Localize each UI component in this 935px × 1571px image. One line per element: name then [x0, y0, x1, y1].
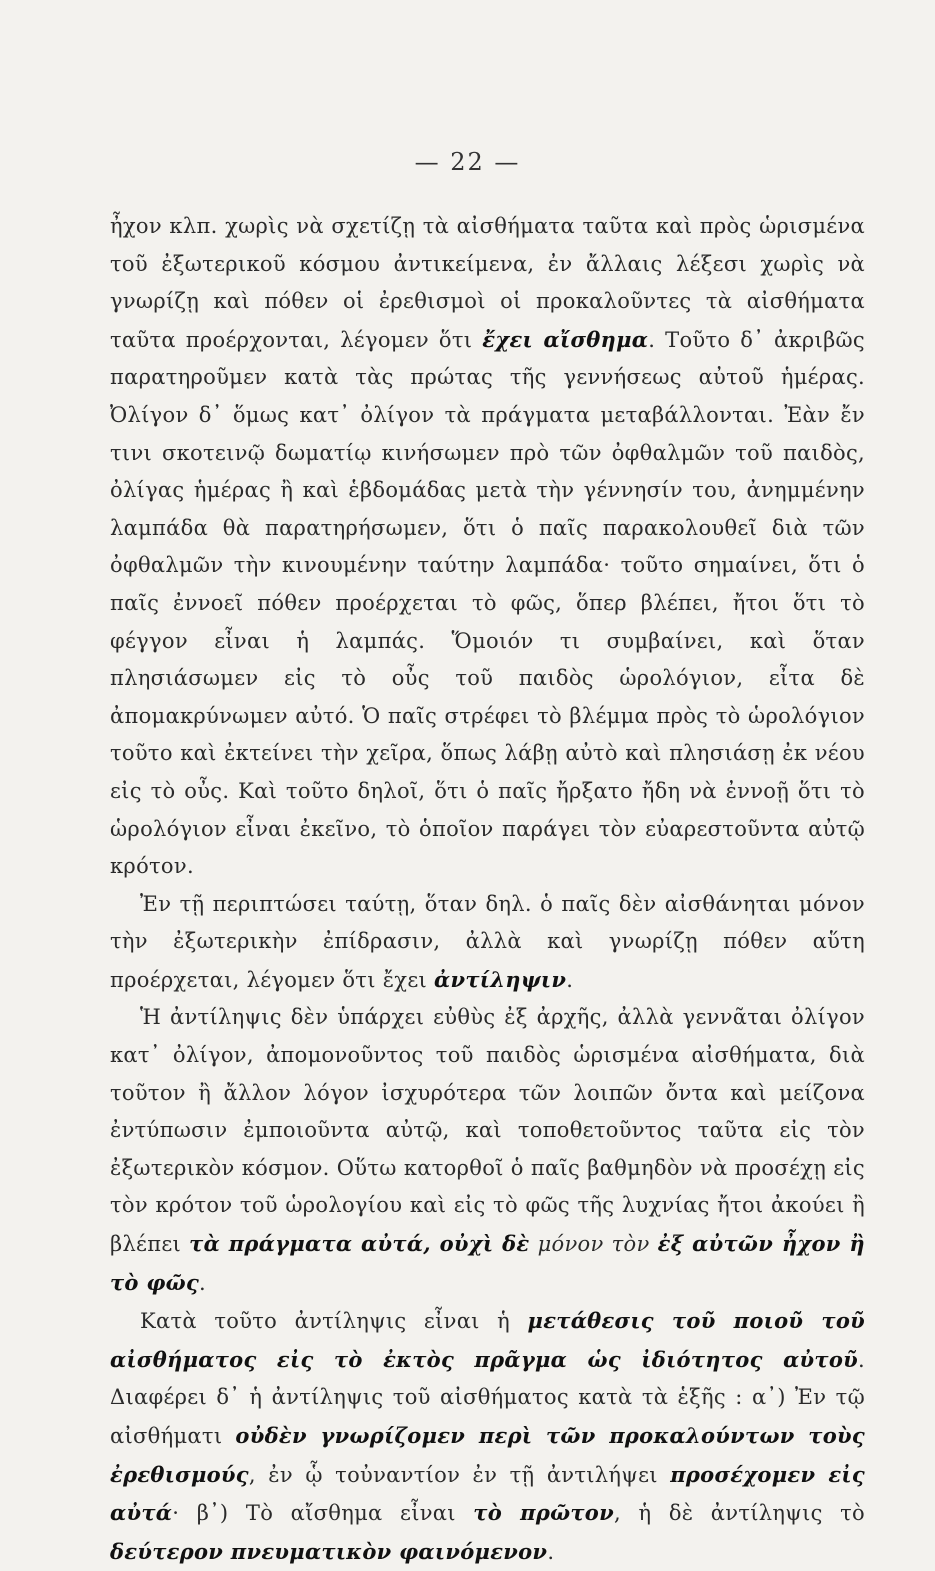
text-run: . Τοῦτο δ᾽ ἀκριβῶς παρατηροῦμεν κατὰ τὰς πρώτας τῆς γεννήσεως αὐτοῦ ἡμέρας. Ὀλίγον δ᾽ ὅμως κατ᾽ ὀλίγον τὰ πράγματα μεταβάλλονται. Ἐὰν ἔν τινι σκοτεινῷ δωματίῳ κινήσωμεν πρὸ τῶν ὀφθαλμῶν τοῦ παιδὸς, ὀλίγας ἡμέρας ἢ καὶ ἑβδομάδας μετὰ τὴν γέννησίν του, ἀνημμένην λαμπάδα θὰ παρατηρήσωμεν, ὅτι ὁ παῖς παρακολουθεῖ διὰ τῶν ὀφθαλμῶν τὴν κινουμένην ταύτην λαμπάδα· τοῦτο σημαίνει, ὅτι ὁ παῖς ἐννοεῖ πόθεν προέρχεται τὸ φῶς, ὅπερ βλέπει, ἤτοι ὅτι τὸ φέγγον εἶναι ἡ λαμπάς. Ὅμοιόν τι συμβαίνει, καὶ ὅταν πλησιάσωμεν εἰς τὸ οὖς τοῦ παιδὸς ὡρολόγιον, εἶτα δὲ ἀπομακρύνωμεν αὐτό. Ὁ παῖς στρέφει τὸ βλέμμα πρὸς τὸ ὡρολόγιον τοῦτο καὶ ἐκτείνει τὴν χεῖρα, ὅπως λάβῃ αὐτὸ καὶ πλησιάσῃ ἐκ νέου εἰς τὸ οὖς. Καὶ τοῦτο δηλοῖ, ὅτι ὁ παῖς ἤρξατο ἤδη νὰ ἐννοῇ ὅτι τὸ ὡρολόγιον εἶναι ἐκεῖνο, τὸ ὁποῖον παράγει τὸν εὐαρεστοῦντα αὐτῷ κρότον. [110, 327, 865, 879]
paragraph-3 [110, 999, 865, 1302]
text-run: . [566, 967, 574, 992]
emphasis-term: ἐξ αὐτῶν ἦχον ἢ τὸ φῶς [110, 1231, 865, 1295]
text-run: ἦχον κλπ. χωρὶς νὰ σχετίζῃ τὰ αἰσθήματα ταῦτα καὶ πρὸς ὡρισμένα τοῦ ἐξωτερικοῦ κόσμου ἀντικείμενα, ἐν ἄλλαις λέξεσι χωρὶς νὰ γνωρίζῃ καὶ πόθεν οἱ ἐρεθισμοὶ οἱ προκαλοῦντες τὰ αἰσθήματα ταῦτα προέρχονται, λέγομεν ὅτι [110, 214, 865, 352]
text-run: . [547, 1539, 555, 1564]
text-run: Ἡ ἀντίληψις δὲν ὑπάρχει εὐθὺς ἐξ ἀρχῆς, ἀλλὰ γεννᾶται ὀλίγον κατ᾽ ὀλίγον, ἀπομονοῦντος τοῦ παιδὸς ὡρισμένα αἰσθήματα, διὰ τοῦτον ἢ ἄλλον λόγον ἰσχυρότερα τῶν λοιπῶν ὄντα καὶ μείζονα ἐντύπωσιν ἐμποιοῦντα αὐτῷ, καὶ τοποθετοῦντος ταῦτα εἰς τὸν ἐξωτερικὸν κόσμον. Οὕτω κατορθοῖ ὁ παῖς βαθμηδὸν νὰ προσέχῃ εἰς τὸν κρότον τοῦ ὡρολογίου καὶ εἰς τὸ φῶς τῆς λυχνίας ἤτοι ἀκούει ἢ βλέπει [110, 1005, 865, 1257]
text-run: . [199, 1270, 207, 1295]
text-run: , ἐν ᾧ τοὐναντίον ἐν τῇ ἀντιλήψει [248, 1462, 671, 1487]
paragraph-1 [110, 208, 865, 886]
emphasis-term: μετάθεσις τοῦ ποιοῦ τοῦ αἰσθήματος εἰς τὸ ἐκτὸς πρᾶγμα ὡς ἰδιότητος αὐτοῦ [110, 1308, 866, 1372]
paragraph-2 [110, 886, 865, 1000]
emphasis-term: ἔχει αἴσθημα [482, 326, 649, 352]
emphasis-term: τὸ πρῶτον [473, 1500, 614, 1526]
emphasis-term: προσέχομεν εἰς αὐτά [110, 1461, 865, 1526]
emphasis-term: δεύτερον πνευματικὸν φαινόμενον [110, 1538, 548, 1564]
emphasis-term: οὐδὲν γνωρίζομεν περὶ τῶν προκαλούντων τοὺς ἐρεθισμούς [110, 1423, 865, 1487]
text-run [650, 1232, 658, 1256]
text-run: Κατὰ τοῦτο ἀντίληψις εἶναι ἡ [140, 1309, 528, 1334]
paragraph-4 [110, 1302, 865, 1571]
text-run: · β᾽) Τὸ αἴσθημα εἶναι [172, 1501, 474, 1526]
text-run [529, 1232, 537, 1256]
italic-phrase: μόνον τὸν [537, 1232, 650, 1257]
emphasis-term: ἀντίληψιν [434, 966, 567, 992]
text-run: Ἐν τῇ περιπτώσει ταύτῃ, ὅταν δηλ. ὁ παῖς δὲν αἰσθάνηται μόνον τὴν ἐξωτερικὴν ἐπίδρασιν, ἀλλὰ καὶ γνωρίζῃ πόθεν αὕτη προέρχεται, λέγομεν ὅτι ἔχει [110, 891, 865, 992]
emphasis-term: τὰ πράγματα αὐτά, οὐχὶ δὲ [189, 1231, 530, 1257]
text-run: . Διαφέρει δ᾽ ἡ ἀντίληψις τοῦ αἰσθήματος κατὰ τὰ ἑξῆς : α᾽) Ἐν τῷ αἰσθήματι [110, 1347, 865, 1448]
page-number: — 22 — [414, 148, 521, 176]
body-text [110, 208, 865, 1571]
text-run: , ἡ δὲ ἀντίληψις τὸ [614, 1501, 866, 1526]
